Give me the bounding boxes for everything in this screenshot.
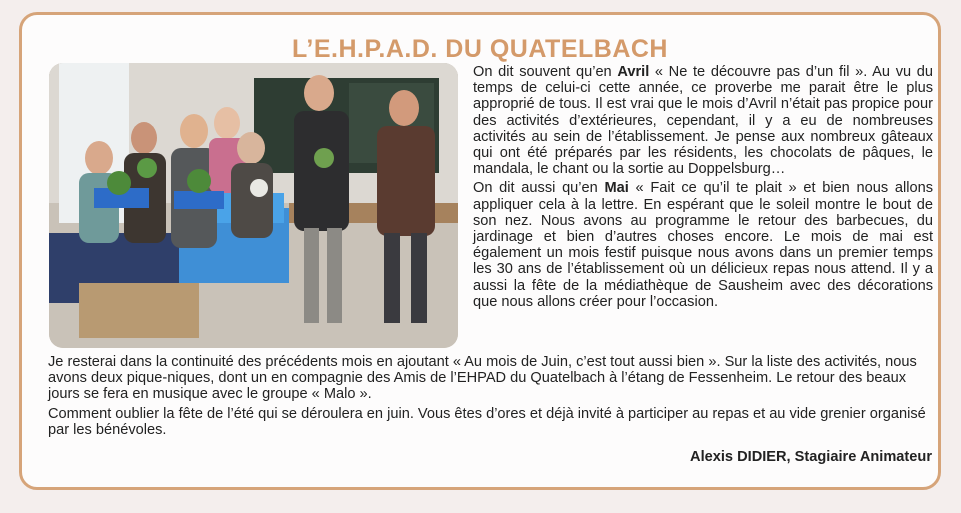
month-may: Mai <box>604 180 629 197</box>
month-april: Avril <box>617 64 650 80</box>
signature: Alexis DIDIER, Stagiaire Animateur <box>690 449 932 465</box>
paragraph-summer: Comment oublier la fête de l’été qui se déroulera en juin. Vous êtes d’ores et déjà invité à participer au repas et au vide grenier organisé par les bénévoles. <box>48 405 926 438</box>
group-photo-icon <box>49 63 458 348</box>
paragraph-june: Je resterai dans la continuité des précédents mois en ajoutant « Au mois de Juin, c’est tout aussi bien ». Sur la liste des activités, nous avons deux pique-niques, dont un en compagnie des Amis de l’EHPAD du Quatelbach à l’étang de Fessenheim. Le retour des beaux jours se fera en musique avec le groupe « Malo ». <box>48 354 917 403</box>
full-width-text <box>48 354 932 441</box>
paragraph-may: On dit aussi qu’en Mai « Fait ce qu’il te plait » et bien nous allons appliquer cela à la lettre. En espérant que le soleil montre le bout de son nez. Nous avons au programme le retour des barbecues, du jardinage et bien d’autres choses encore. Le mois de mai est également un mois festif puisque nous avons dans un premier temps les 30 ans de l’établissement où un délicieux repas nous attend. Il y a aussi la fête de la médiathèque de Sausheim avec des décorations que nous allons créer pour l’occasion. <box>473 180 933 310</box>
right-column-text <box>473 64 933 313</box>
group-photo <box>49 63 458 348</box>
paragraph-april: On dit souvent qu’en Avril « Ne te découvre pas d’un fil ». Au vu du temps de celui-ci cette année, ce proverbe me parait être le plus approprié de tous. Il est vrai que le mois d’Avril n’était pas propice pour des activités d’extérieures, cependant, il y a eu de nombreuses activités au sein de l’établissement. Je pense aux nombreux gâteaux qui ont été préparés par les résidents, les chocolats de pâques, le mandala, le chant ou la sortie au Doppelsburg… <box>473 64 933 178</box>
article-title: L’E.H.P.A.D. DU QUATELBACH <box>292 35 668 63</box>
